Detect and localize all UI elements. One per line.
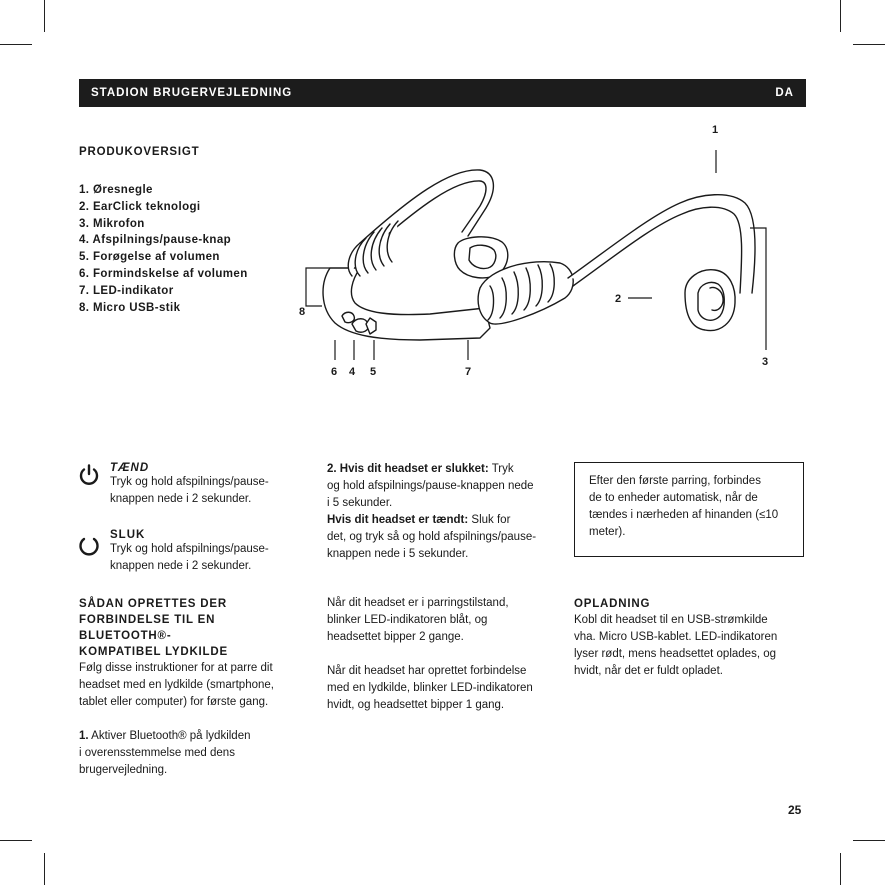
crop-mark (0, 840, 32, 841)
connected-text: Når dit headset har oprettet forbindelse (327, 665, 527, 677)
crop-mark (853, 840, 885, 841)
crop-mark (44, 0, 45, 32)
charging-text: lyser rødt, mens headsettet oplades, og (574, 648, 776, 660)
charging-text: vha. Micro USB-kablet. LED-indikatoren (574, 631, 778, 643)
power-off-line: Tryk og hold afspilnings/pause- (110, 543, 269, 555)
connected-text: hvidt, og headsettet bipper 1 gang. (327, 699, 505, 711)
header-bar (79, 79, 806, 107)
connected-text: med en lydkilde, blinker LED-indikatoren (327, 682, 533, 694)
note-text: Efter den første parring, forbindes (589, 475, 761, 487)
callout-5: 5 (370, 366, 377, 378)
power-on-heading: TÆND (110, 462, 150, 474)
overview-title: PRODUKOVERSIGT (79, 146, 200, 158)
step-2-off-bold: 2. Hvis dit headset er slukket: (327, 463, 489, 475)
step-2-off-text: Tryk (488, 463, 514, 475)
crop-mark (840, 853, 841, 885)
pairing-intro: tablet eller computer) for første gang. (79, 696, 269, 708)
step-1-number: 1. (79, 730, 89, 742)
header-title: STADION BRUGERVEJLEDNING (91, 87, 293, 99)
product-overview (79, 146, 309, 316)
callout-8: 8 (299, 306, 306, 318)
crop-mark (0, 44, 32, 45)
callout-2: 2 (615, 293, 622, 305)
step-2-on-text: det, og tryk så og hold afspilnings/pause- (327, 531, 537, 543)
parts-list (79, 182, 309, 316)
list-item: 5. Forøgelse af volumen (79, 251, 220, 264)
note-text: meter). (589, 526, 626, 538)
step-2-on-text: Sluk for (468, 514, 511, 526)
crop-mark (44, 853, 45, 885)
step-2-on-line (327, 512, 552, 529)
pairing-mode-text: headsettet bipper 2 gange. (327, 631, 464, 643)
power-on-section (110, 462, 295, 508)
power-off-section (110, 529, 295, 575)
page-number: 25 (788, 803, 802, 817)
list-item: 3. Mikrofon (79, 217, 145, 230)
headset-diagram (290, 118, 790, 388)
list-item: 4. Afspilnings/pause-knap (79, 234, 232, 247)
charging-section (574, 596, 804, 680)
charging-text: Kobl dit headset til en USB-strømkilde (574, 614, 768, 626)
step-2-on-text: knappen nede i 5 sekunder. (327, 548, 469, 560)
pairing-title: FORBINDELSE TIL EN (79, 614, 216, 626)
step-2-off-line (327, 461, 552, 478)
step-1-text: i overensstemmelse med dens (79, 747, 235, 759)
pairing-mode (327, 595, 552, 714)
step-2-off-text: i 5 sekunder. (327, 497, 393, 509)
pairing-title: SÅDAN OPRETTES DER (79, 598, 227, 610)
callout-7: 7 (465, 366, 472, 378)
step-1 (79, 728, 299, 745)
neckband-body (323, 268, 490, 340)
pairing-section (79, 596, 299, 779)
note-text: de to enheder automatisk, når de (589, 492, 758, 504)
header-language: DA (775, 87, 794, 99)
step-2-off-text: og hold afspilnings/pause-knappen nede (327, 480, 534, 492)
pairing-intro: headset med en lydkilde (smartphone, (79, 679, 274, 691)
callout-6: 6 (331, 366, 338, 378)
list-item: 8. Micro USB-stik (79, 301, 181, 314)
callout-1: 1 (712, 124, 719, 136)
pairing-intro: Følg disse instruktioner for at parre dit (79, 662, 273, 674)
list-item: 6. Formindskelse af volumen (79, 267, 248, 280)
step-1-text: Aktiver Bluetooth® på lydkilden (88, 730, 251, 742)
power-icon (77, 463, 101, 487)
step-2 (327, 461, 552, 563)
power-on-line: Tryk og hold afspilnings/pause- (110, 476, 269, 488)
charging-title: OPLADNING (574, 598, 651, 610)
power-off-icon (77, 534, 101, 558)
power-off-line: knappen nede i 2 sekunder. (110, 560, 252, 572)
volume-down-button (342, 312, 354, 322)
pairing-mode-text: blinker LED-indikatoren blåt, og (327, 614, 488, 626)
step-1-text: brugervejledning. (79, 764, 168, 776)
power-off-heading: SLUK (110, 529, 146, 541)
power-on-line: knappen nede i 2 sekunder. (110, 493, 252, 505)
crop-mark (853, 44, 885, 45)
crop-mark (840, 0, 841, 32)
pairing-title: KOMPATIBEL LYDKILDE (79, 646, 228, 658)
list-item: 7. LED-indikator (79, 284, 174, 297)
callout-4: 4 (349, 366, 356, 378)
pairing-mode-text: Når dit headset er i parringstilstand, (327, 597, 509, 609)
list-item: 1. Øresnegle (79, 184, 153, 196)
pairing-title: BLUETOOTH®- (79, 630, 172, 642)
note-text: tændes i nærheden af hinanden (≤10 (589, 509, 779, 521)
step-2-on-bold: Hvis dit headset er tændt: (327, 514, 469, 526)
note-box (574, 462, 804, 557)
list-item: 2. EarClick teknologi (79, 200, 201, 213)
callout-3: 3 (762, 356, 769, 368)
charging-text: hvidt, når det er fuldt opladet. (574, 665, 723, 677)
